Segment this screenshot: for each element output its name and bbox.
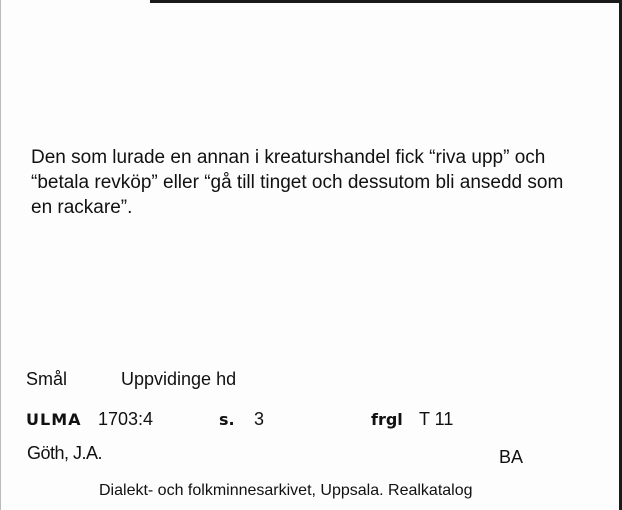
card-left-edge xyxy=(0,0,1,510)
question-label: frgl xyxy=(371,410,403,429)
card-body-text xyxy=(31,145,601,220)
district-label: Uppvidinge hd xyxy=(121,369,237,389)
archive-footer: Dialekt- och folkminnesarkivet, Uppsala. Realkatalog xyxy=(99,482,473,499)
card-top-edge xyxy=(150,0,622,3)
question-number: T 11 xyxy=(419,409,454,429)
author-name: Göth, J.A. xyxy=(27,443,103,463)
page-number: 3 xyxy=(254,409,265,429)
recorder-initials: BA xyxy=(499,447,524,467)
region-label: Smål xyxy=(26,369,68,389)
page-label: s. xyxy=(219,410,235,429)
archive-number: 1703:4 xyxy=(98,409,154,429)
body-line-2: “betala revköp” eller “gå till tinget och dessutom bli ansedd som xyxy=(31,172,564,193)
body-line-1: Den som lurade en annan i kreaturshandel fick “riva upp” och xyxy=(31,147,546,168)
archive-code: ULMA xyxy=(26,410,82,429)
body-line-3: en rackare”. xyxy=(31,197,133,218)
